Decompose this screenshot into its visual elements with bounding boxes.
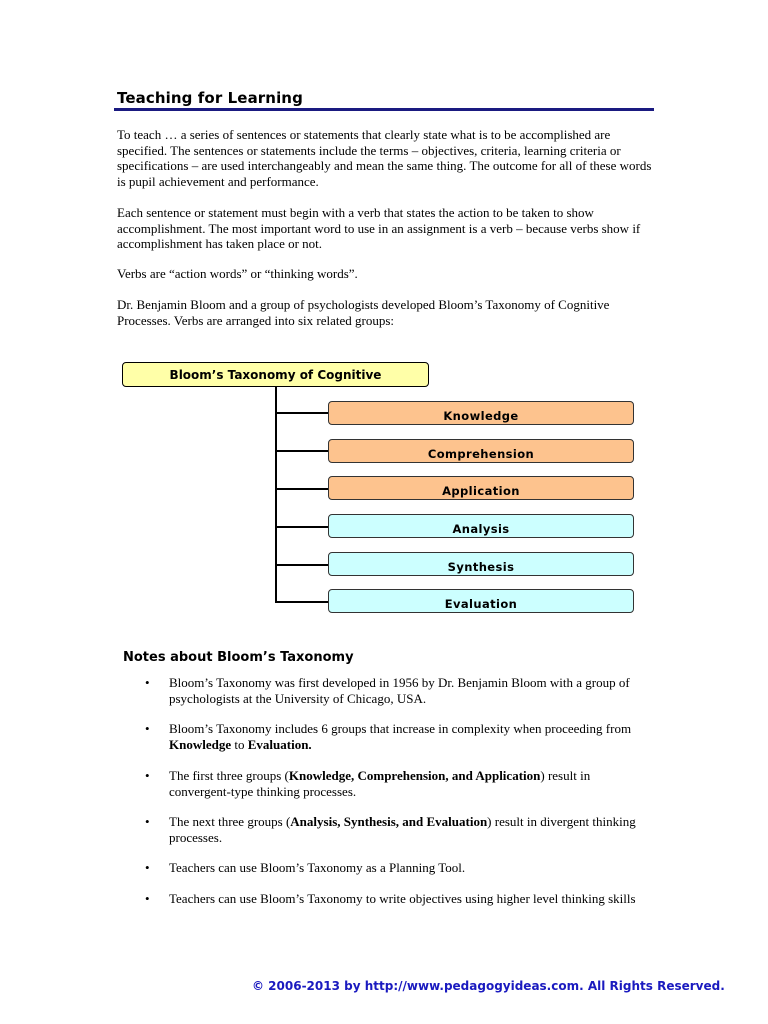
verb-paragraph: Each sentence or statement must begin with a verb that states the action to be taken to show accomplishment. The most important word to use in an assignment is a verb – because verbs show if accomplishment has taken place or not. bbox=[117, 205, 641, 251]
note-text bbox=[169, 814, 639, 845]
note-text bbox=[169, 721, 639, 752]
note-text bbox=[169, 768, 639, 799]
page-title: Teaching for Learning bbox=[117, 89, 303, 107]
diagram-node-comprehension bbox=[328, 439, 634, 463]
note-text-part: to bbox=[231, 736, 248, 752]
diagram-branch-line bbox=[275, 412, 328, 414]
diagram-branch-line bbox=[275, 564, 328, 566]
bullet-icon: • bbox=[145, 675, 150, 690]
diagram-node-label: Evaluation bbox=[444, 597, 518, 611]
notes-heading: Notes about Bloom’s Taxonomy bbox=[123, 650, 354, 665]
note-text: Teachers can use Bloom’s Taxonomy as a Planning Tool. bbox=[169, 860, 466, 875]
diagram-branch-line bbox=[275, 601, 328, 603]
action-words-paragraph: Verbs are “action words” or “thinking words”. bbox=[117, 266, 358, 281]
diagram-root-label: Bloom’s Taxonomy of Cognitive bbox=[169, 367, 382, 382]
title-underline bbox=[114, 108, 654, 111]
diagram-root-box bbox=[122, 362, 429, 387]
note-text: Bloom’s Taxonomy was first developed in 1956 by Dr. Benjamin Bloom with a group of psychologists at the University of Chicago, USA. bbox=[169, 675, 630, 706]
diagram-node-application bbox=[328, 476, 634, 500]
bloom-intro-paragraph: Dr. Benjamin Bloom and a group of psychologists developed Bloom’s Taxonomy of Cognitive Processes. Verbs are arranged into six related groups: bbox=[117, 297, 610, 328]
copyright-footer: © 2006-2013 by http://www.pedagogyideas.com. All Rights Reserved. bbox=[252, 979, 725, 993]
note-bold-term: Knowledge bbox=[169, 736, 232, 752]
note-text: Teachers can use Bloom’s Taxonomy to write objectives using higher level thinking skills bbox=[169, 891, 636, 906]
note-bold-term: Analysis, Synthesis, and Evaluation bbox=[290, 814, 488, 829]
bullet-icon: • bbox=[145, 721, 150, 736]
diagram-node-label: Analysis bbox=[452, 522, 510, 536]
diagram-branch-line bbox=[275, 526, 328, 528]
diagram-node-knowledge bbox=[328, 401, 634, 425]
diagram-node-label: Application bbox=[442, 484, 520, 498]
diagram-node-label: Synthesis bbox=[447, 560, 515, 574]
note-bold-term: Evaluation. bbox=[247, 736, 312, 752]
diagram-node-analysis bbox=[328, 514, 634, 538]
note-text-part: ) result in divergent thinking processes. bbox=[169, 814, 636, 845]
note-text-part: Bloom’s Taxonomy includes 6 groups that increase in complexity when proceeding from bbox=[169, 721, 632, 736]
intro-paragraph: To teach … a series of sentences or statements that clearly state what is to be accomplished are specified. The sentences or statements include the terms – objectives, criteria, learning criteria or specifications – are used interchangeably and mean the same thing. The outcome for all of these words is pupil achievement and performance. bbox=[117, 127, 652, 189]
diagram-trunk-line bbox=[275, 387, 277, 603]
diagram-branch-line bbox=[275, 488, 328, 490]
bullet-icon: • bbox=[145, 860, 150, 875]
diagram-node-label: Comprehension bbox=[427, 447, 535, 461]
note-text-part: The next three groups ( bbox=[169, 814, 291, 829]
diagram-node-synthesis bbox=[328, 552, 634, 576]
bullet-icon: • bbox=[145, 768, 150, 783]
diagram-branch-line bbox=[275, 450, 328, 452]
note-bold-term: Knowledge, Comprehension, and Application bbox=[288, 768, 541, 783]
note-text-part: ) result in convergent-type thinking processes. bbox=[169, 768, 591, 799]
note-text-part: The first three groups ( bbox=[169, 768, 289, 783]
diagram-node-evaluation bbox=[328, 589, 634, 613]
bullet-icon: • bbox=[145, 814, 150, 829]
bullet-icon: • bbox=[145, 891, 150, 906]
diagram-node-label: Knowledge bbox=[443, 409, 519, 423]
